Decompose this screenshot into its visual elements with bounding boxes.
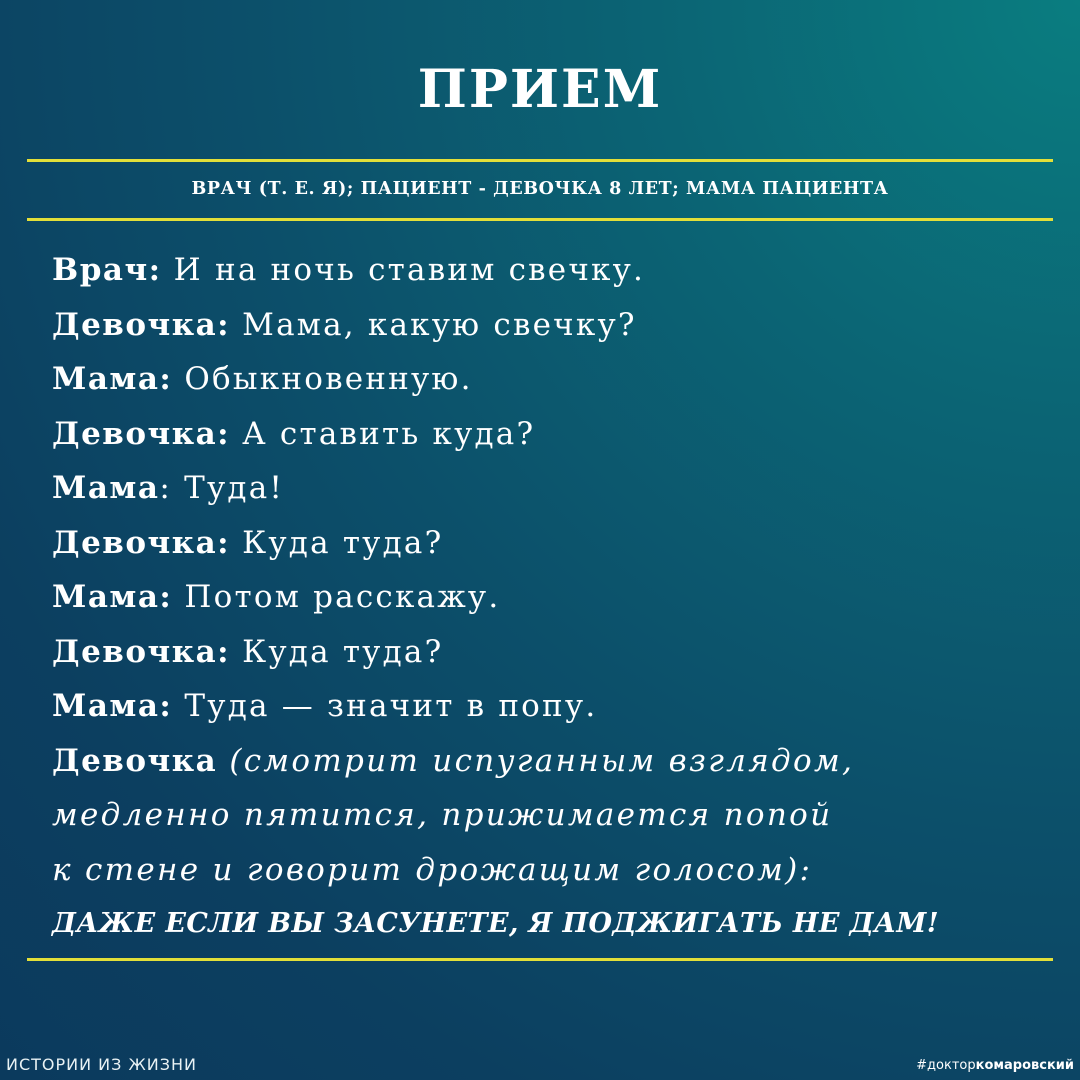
dialogue-line [52, 461, 1052, 516]
dialogue-line [52, 407, 1052, 462]
dialogue-line [52, 679, 1052, 734]
speaker-label: Девочка: [52, 633, 231, 670]
stage-direction: медленно пятится, прижимается попой [52, 797, 833, 833]
dialogue-line [52, 516, 1052, 571]
speaker-label: Врач: [52, 252, 162, 288]
speaker-label: Девочка: [52, 524, 231, 561]
line-text: И на ночь ставим свечку. [161, 252, 646, 288]
dialogue-line [52, 734, 1052, 789]
hashtag [916, 1058, 1074, 1073]
line-text: Куда туда? [230, 524, 444, 561]
hashtag-name: комаровский [975, 1058, 1074, 1073]
top-divider [27, 159, 1053, 162]
dialogue-line [52, 625, 1052, 680]
cast-subtitle: ВРАЧ (Т. Е. Я); ПАЦИЕНТ - ДЕВОЧКА 8 ЛЕТ; МАМА ПАЦИЕНТА [191, 179, 889, 199]
speaker-label: Мама: [52, 361, 173, 397]
hashtag-prefix: #доктор [916, 1058, 976, 1073]
line-text: Потом расскажу. [172, 579, 501, 615]
line-text: Мама, какую свечку? [230, 306, 637, 343]
speaker-label: Девочка [52, 742, 218, 779]
dialogue-line [52, 298, 1052, 353]
line-text: : Туда! [159, 470, 285, 506]
dialogue-line [52, 570, 1052, 625]
dialogue [52, 243, 1052, 952]
speaker-label: Мама [52, 470, 160, 506]
line-text: Обыкновенную. [172, 361, 473, 397]
dialogue-line [52, 243, 1052, 298]
speaker-label: Девочка: [52, 306, 231, 343]
middle-divider [27, 218, 1053, 221]
speaker-label: Мама: [52, 579, 173, 615]
speaker-label: Девочка: [52, 415, 231, 452]
page-title: ПРИЕМ [417, 59, 663, 120]
speaker-label: Мама: [52, 688, 173, 724]
stage-direction: (смотрит испуганным взглядом, [217, 742, 855, 779]
line-text: А ставить куда? [230, 415, 536, 452]
bottom-divider [27, 958, 1053, 961]
series-label: ИСТОРИИ ИЗ ЖИЗНИ [6, 1055, 197, 1074]
line-text: Куда туда? [230, 633, 444, 670]
line-text: Туда — значит в попу. [172, 688, 598, 724]
final-exclamation: ДАЖЕ ЕСЛИ ВЫ ЗАСУНЕТЕ, Я ПОДЖИГАТЬ НЕ ДАМ! [52, 908, 939, 939]
dialogue-line [52, 352, 1052, 407]
stage-direction: к стене и говорит дрожащим голосом): [52, 851, 813, 888]
